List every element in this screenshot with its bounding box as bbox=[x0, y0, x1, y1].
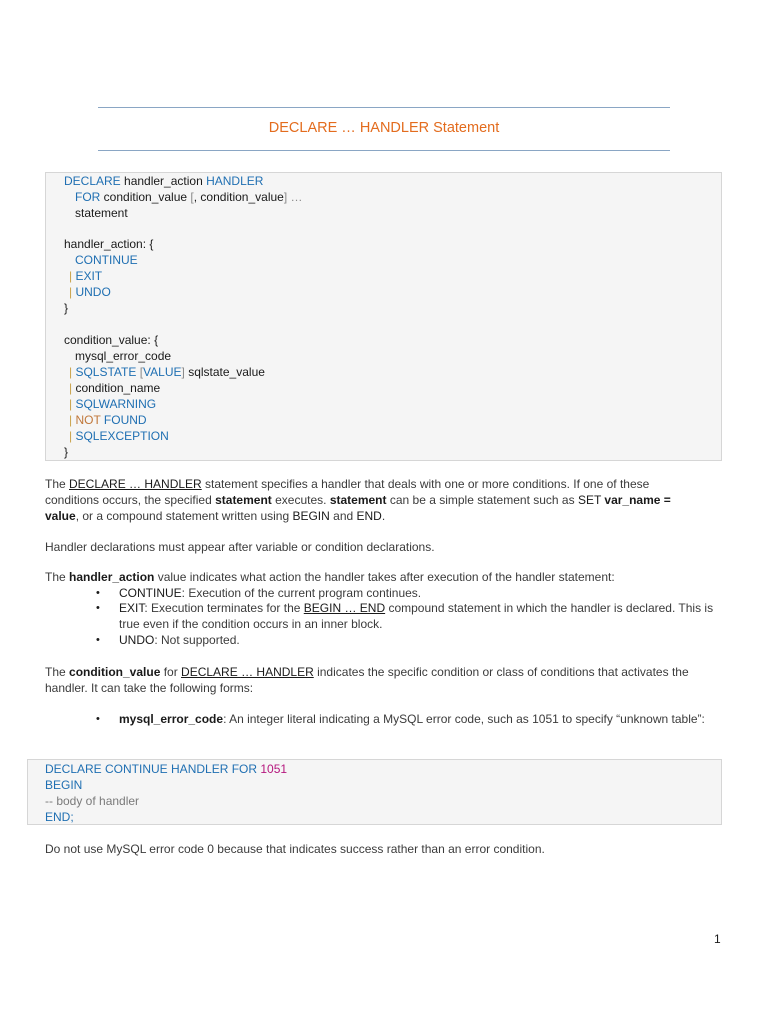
page-title: DECLARE … HANDLER Statement bbox=[268, 120, 500, 136]
begin-end-link[interactable]: BEGIN … END bbox=[303, 601, 386, 615]
example-line-end: END; bbox=[45, 810, 74, 824]
condition-value-paragraph: The condition_value for DECLARE … HANDLER indicates the specific condition or class of conditions that activates the handler. It can take the following forms: bbox=[45, 665, 689, 695]
bullet-mysql-error-code: • bbox=[96, 713, 100, 725]
example-code-block bbox=[27, 759, 722, 825]
list-item-undo: UNDO: Not supported. bbox=[119, 633, 240, 647]
declare-handler-link-2[interactable]: DECLARE … HANDLER bbox=[181, 665, 314, 679]
bullet-exit: • bbox=[96, 602, 100, 614]
syntax-line-sqlwarning: | SQLWARNING bbox=[69, 397, 157, 411]
syntax-line-exit: | EXIT bbox=[69, 269, 103, 283]
error-code-zero-paragraph: Do not use MySQL error code 0 because that indicates success rather than an error condition. bbox=[45, 842, 545, 856]
syntax-line-declare: DECLARE handler_action HANDLER bbox=[64, 174, 264, 188]
syntax-line-mysql-error-code: mysql_error_code bbox=[75, 349, 172, 363]
syntax-line-condition-name: | condition_name bbox=[69, 381, 161, 395]
handler-declarations-paragraph: Handler declarations must appear after variable or condition declarations. bbox=[45, 540, 435, 554]
syntax-line-sqlstate: | SQLSTATE [VALUE] sqlstate_value bbox=[69, 365, 265, 379]
title-bottom-rule bbox=[98, 150, 670, 151]
syntax-line-not-found: | NOT FOUND bbox=[69, 413, 147, 427]
list-item-continue: CONTINUE: Execution of the current program continues. bbox=[119, 586, 422, 600]
bullet-continue: • bbox=[96, 587, 100, 599]
title-top-rule bbox=[98, 107, 670, 108]
handler-action-paragraph: The handler_action value indicates what action the handler takes after execution of the handler statement: bbox=[45, 570, 615, 584]
page-number: 1 bbox=[714, 932, 721, 946]
syntax-line-close1: } bbox=[64, 301, 69, 315]
syntax-line-undo: | UNDO bbox=[69, 285, 111, 299]
syntax-line-close2: } bbox=[64, 445, 69, 459]
declare-handler-link[interactable]: DECLARE … HANDLER bbox=[69, 477, 202, 491]
example-line-comment: -- body of handler bbox=[45, 794, 140, 808]
example-line-begin: BEGIN bbox=[45, 778, 83, 792]
syntax-line-sqlexception: | SQLEXCEPTION bbox=[69, 429, 169, 443]
syntax-line-for: FOR condition_value [, condition_value] … bbox=[75, 190, 303, 204]
syntax-line-continue: CONTINUE bbox=[75, 253, 138, 267]
bullet-undo: • bbox=[96, 634, 100, 646]
example-line-declare: DECLARE CONTINUE HANDLER FOR 1051 bbox=[45, 762, 288, 776]
list-item-mysql-error-code: mysql_error_code: An integer literal indicating a MySQL error code, such as 1051 to specify “unknown table”: bbox=[119, 712, 705, 726]
list-item-exit: EXIT: Execution terminates for the BEGIN … END compound statement in which the handler is declared. This is true even if the condition occurs in an inner block. bbox=[119, 601, 714, 631]
syntax-line-condition-value: condition_value: { bbox=[64, 333, 159, 347]
syntax-code-block bbox=[45, 172, 722, 461]
intro-paragraph: The DECLARE … HANDLER statement specifies a handler that deals with one or more conditions. If one of these conditions occurs, the specified statement executes. statement can be a simple statement such as SET var_name = value, or a compound statement written using BEGIN and END. bbox=[45, 477, 671, 523]
syntax-line-statement: statement bbox=[75, 206, 128, 220]
syntax-line-handler-action: handler_action: { bbox=[64, 237, 154, 251]
